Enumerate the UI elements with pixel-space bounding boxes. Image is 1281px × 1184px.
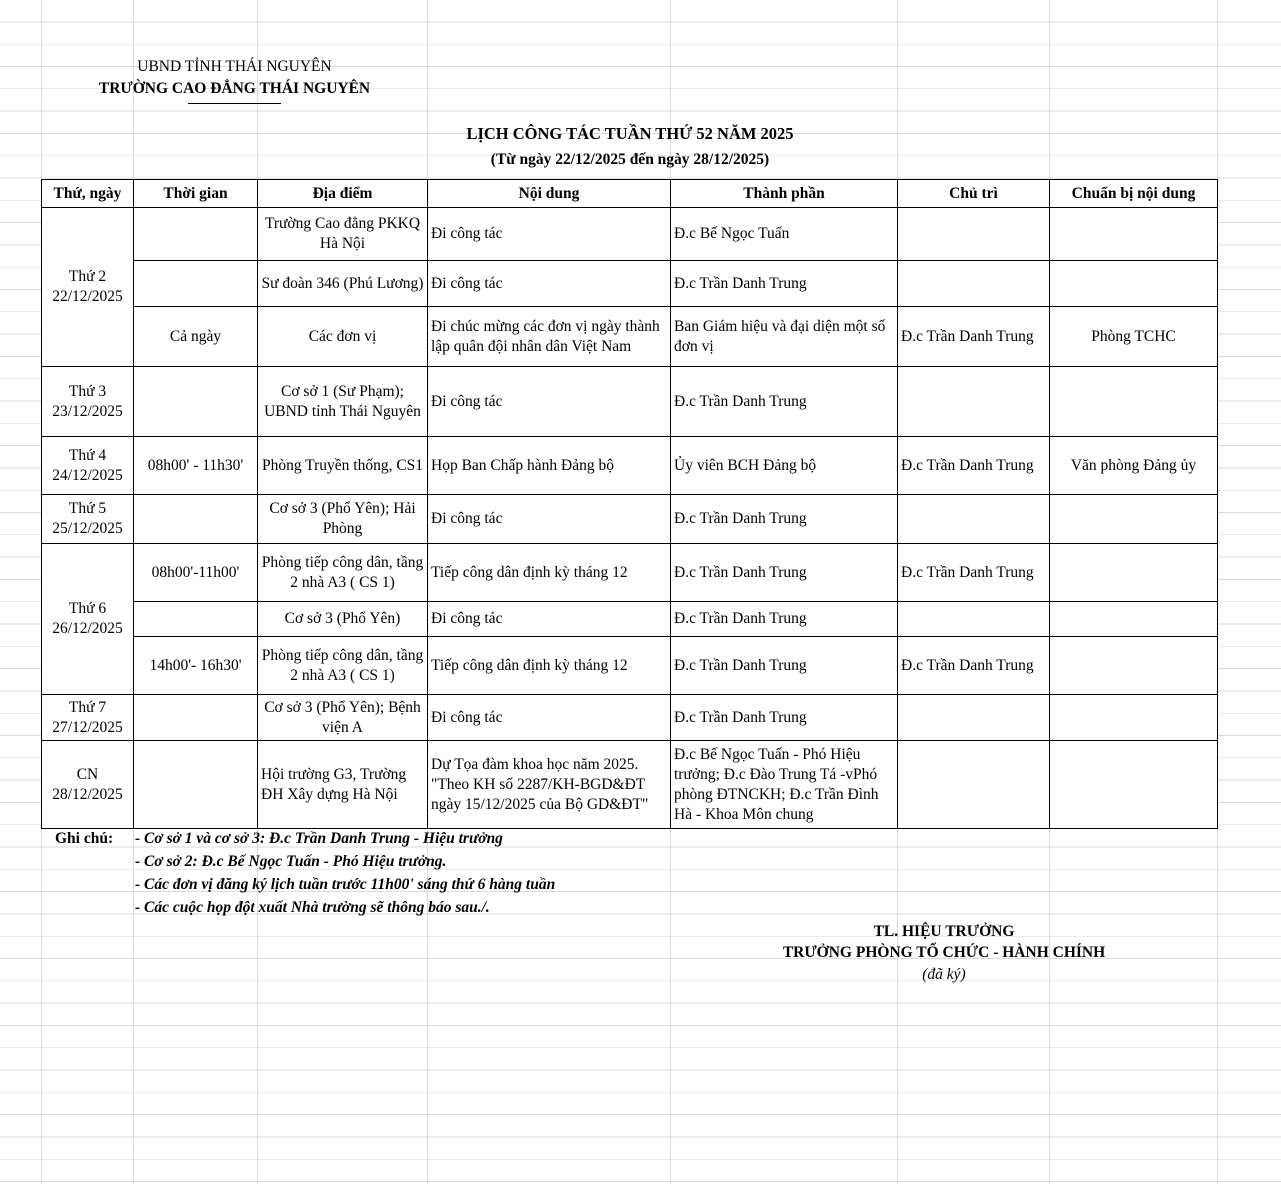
members-cell: Đ.c Trần Danh Trung	[671, 602, 898, 637]
note-line: - Các đơn vị đăng ký lịch tuần trước 11h00' sáng thứ 6 hàng tuần	[135, 876, 556, 893]
place-cell: Cơ sở 1 (Sư Phạm); UBND tỉnh Thái Nguyên	[258, 367, 428, 437]
members-cell: Ban Giám hiệu và đại diện một số đơn vị	[671, 307, 898, 367]
day-name: Thứ 5	[68, 500, 107, 517]
day-date: 24/12/2025	[52, 466, 123, 484]
place-cell: Hội trường G3, Trường ĐH Xây dựng Hà Nội	[258, 741, 428, 829]
col-header-place: Địa điểm	[258, 180, 428, 208]
members-cell: Ủy viên BCH Đảng bộ	[671, 437, 898, 495]
prep-cell: Văn phòng Đảng ủy	[1050, 437, 1218, 495]
col-header-members: Thành phần	[671, 180, 898, 208]
table-row	[42, 741, 1218, 829]
chair-cell	[898, 261, 1050, 307]
chair-cell	[898, 602, 1050, 637]
day-cell	[42, 367, 134, 437]
col-header-time: Thời gian	[134, 180, 258, 208]
prep-cell	[1050, 367, 1218, 437]
content-cell: Đi công tác	[428, 208, 671, 261]
day-name: Thứ 3	[68, 382, 107, 400]
day-cell	[42, 208, 134, 367]
header-underline	[188, 103, 281, 104]
place-cell: Cơ sở 3 (Phổ Yên)	[258, 602, 428, 637]
prep-cell	[1050, 544, 1218, 602]
place-cell: Phòng tiếp công dân, tầng 2 nhà A3 ( CS 1)	[258, 544, 428, 602]
members-cell: Đ.c Bế Ngọc Tuấn - Phó Hiệu trưởng; Đ.c Đào Trung Tá -vPhó phòng ĐTNCKH; Đ.c Trần Đình Hà - Khoa Môn chung	[671, 741, 898, 829]
prep-cell	[1050, 602, 1218, 637]
members-cell: Đ.c Trần Danh Trung	[671, 367, 898, 437]
agency-name: UBND TỈNH THÁI NGUYÊN	[137, 58, 332, 75]
prep-cell	[1050, 741, 1218, 829]
day-date: 25/12/2025	[52, 520, 123, 537]
members-cell: Đ.c Trần Danh Trung	[671, 495, 898, 544]
day-name: Thứ 6	[68, 600, 107, 617]
prep-cell	[1050, 495, 1218, 544]
table-row	[42, 367, 1218, 437]
content-cell: Đi công tác	[428, 261, 671, 307]
day-cell	[42, 495, 134, 544]
school-name: TRƯỜNG CAO ĐẲNG THÁI NGUYÊN	[98, 80, 371, 97]
content-cell: Đi công tác	[428, 495, 671, 544]
place-cell: Các đơn vị	[258, 307, 428, 367]
prep-cell	[1050, 695, 1218, 741]
content-cell: Họp Ban Chấp hành Đảng bộ	[428, 437, 671, 495]
content-cell: Đi công tác	[428, 367, 671, 437]
time-cell	[134, 695, 258, 741]
place-cell: Cơ sở 3 (Phổ Yên); Bệnh viện A	[258, 695, 428, 741]
time-cell: 08h00' - 11h30'	[134, 437, 258, 495]
place-cell: Trường Cao đẳng PKKQ Hà Nội	[258, 208, 428, 261]
time-cell	[134, 602, 258, 637]
day-name: Thứ 7	[68, 698, 107, 716]
time-cell	[134, 367, 258, 437]
time-cell	[134, 261, 258, 307]
col-header-content: Nội dung	[428, 180, 671, 208]
place-cell: Phòng Truyền thống, CS1	[258, 437, 428, 495]
chair-cell	[898, 495, 1050, 544]
chair-cell: Đ.c Trần Danh Trung	[898, 307, 1050, 367]
members-cell: Đ.c Trần Danh Trung	[671, 695, 898, 741]
signature-status: (đã ký)	[922, 966, 966, 983]
prep-cell: Phòng TCHC	[1050, 307, 1218, 367]
table-row	[42, 637, 1218, 695]
place-cell: Phòng tiếp công dân, tầng 2 nhà A3 ( CS 1)	[258, 637, 428, 695]
content-cell: Dự Tọa đàm khoa học năm 2025. "Theo KH số 2287/KH-BGD&ĐT ngày 15/12/2025 của Bộ GD&ĐT"	[428, 741, 671, 829]
members-cell: Đ.c Trần Danh Trung	[671, 637, 898, 695]
day-cell	[42, 544, 134, 695]
table-row	[42, 437, 1218, 495]
chair-cell	[898, 208, 1050, 261]
time-cell: 14h00'- 16h30'	[134, 637, 258, 695]
content-cell: Tiếp công dân định kỳ tháng 12	[428, 637, 671, 695]
chair-cell: Đ.c Trần Danh Trung	[898, 544, 1050, 602]
day-cell	[42, 741, 134, 829]
chair-cell	[898, 695, 1050, 741]
notes-label: Ghi chú:	[55, 830, 114, 847]
col-header-day: Thứ, ngày	[42, 180, 134, 208]
time-cell	[134, 741, 258, 829]
day-cell	[42, 695, 134, 741]
content-cell: Đi công tác	[428, 695, 671, 741]
table-row	[42, 495, 1218, 544]
time-cell: 08h00'-11h00'	[134, 544, 258, 602]
time-cell	[134, 495, 258, 544]
note-line: - Cơ sở 2: Đ.c Bế Ngọc Tuấn - Phó Hiệu trưởng.	[135, 853, 447, 870]
members-cell: Đ.c Bế Ngọc Tuấn	[671, 208, 898, 261]
place-cell: Cơ sở 3 (Phổ Yên); Hải Phòng	[258, 495, 428, 544]
table-row	[42, 544, 1218, 602]
time-cell	[134, 208, 258, 261]
chair-cell: Đ.c Trần Danh Trung	[898, 637, 1050, 695]
note-line: - Cơ sở 1 và cơ sở 3: Đ.c Trần Danh Trung - Hiệu trưởng	[135, 830, 503, 847]
day-name: CN	[76, 765, 99, 783]
table-row	[42, 208, 1218, 261]
content-cell: Đi công tác	[428, 602, 671, 637]
day-date: 23/12/2025	[52, 402, 123, 420]
time-cell: Cả ngày	[134, 307, 258, 367]
members-cell: Đ.c Trần Danh Trung	[671, 544, 898, 602]
table-row	[42, 261, 1218, 307]
day-date: 22/12/2025	[52, 288, 123, 305]
signature-title: TL. HIỆU TRƯỞNG	[873, 923, 1015, 940]
prep-cell	[1050, 637, 1218, 695]
place-cell: Sư đoàn 346 (Phú Lương)	[258, 261, 428, 307]
day-name: Thứ 2	[68, 268, 107, 285]
signature-position: TRƯỞNG PHÒNG TỔ CHỨC - HÀNH CHÍNH	[782, 944, 1106, 961]
chair-cell	[898, 367, 1050, 437]
chair-cell	[898, 741, 1050, 829]
note-line: - Các cuộc họp đột xuất Nhà trường sẽ thông báo sau./.	[135, 899, 490, 916]
day-date: 26/12/2025	[52, 620, 123, 637]
table-row	[42, 307, 1218, 367]
day-name: Thứ 4	[68, 446, 107, 464]
day-date: 27/12/2025	[52, 718, 123, 736]
prep-cell	[1050, 208, 1218, 261]
members-cell: Đ.c Trần Danh Trung	[671, 261, 898, 307]
table-row	[42, 602, 1218, 637]
schedule-date-range: (Từ ngày 22/12/2025 đến ngày 28/12/2025)	[490, 151, 770, 168]
day-cell	[42, 437, 134, 495]
table-header-row	[42, 180, 1218, 208]
schedule-title: LỊCH CÔNG TÁC TUẦN THỨ 52 NĂM 2025	[466, 124, 794, 143]
table-row	[42, 695, 1218, 741]
prep-cell	[1050, 261, 1218, 307]
chair-cell: Đ.c Trần Danh Trung	[898, 437, 1050, 495]
schedule-table	[41, 179, 1218, 829]
day-date: 28/12/2025	[52, 785, 123, 803]
content-cell: Tiếp công dân định kỳ tháng 12	[428, 544, 671, 602]
content-cell: Đi chúc mừng các đơn vị ngày thành lập quân đội nhân dân Việt Nam	[428, 307, 671, 367]
col-header-prep: Chuẩn bị nội dung	[1050, 180, 1218, 208]
col-header-chair: Chủ trì	[898, 180, 1050, 208]
